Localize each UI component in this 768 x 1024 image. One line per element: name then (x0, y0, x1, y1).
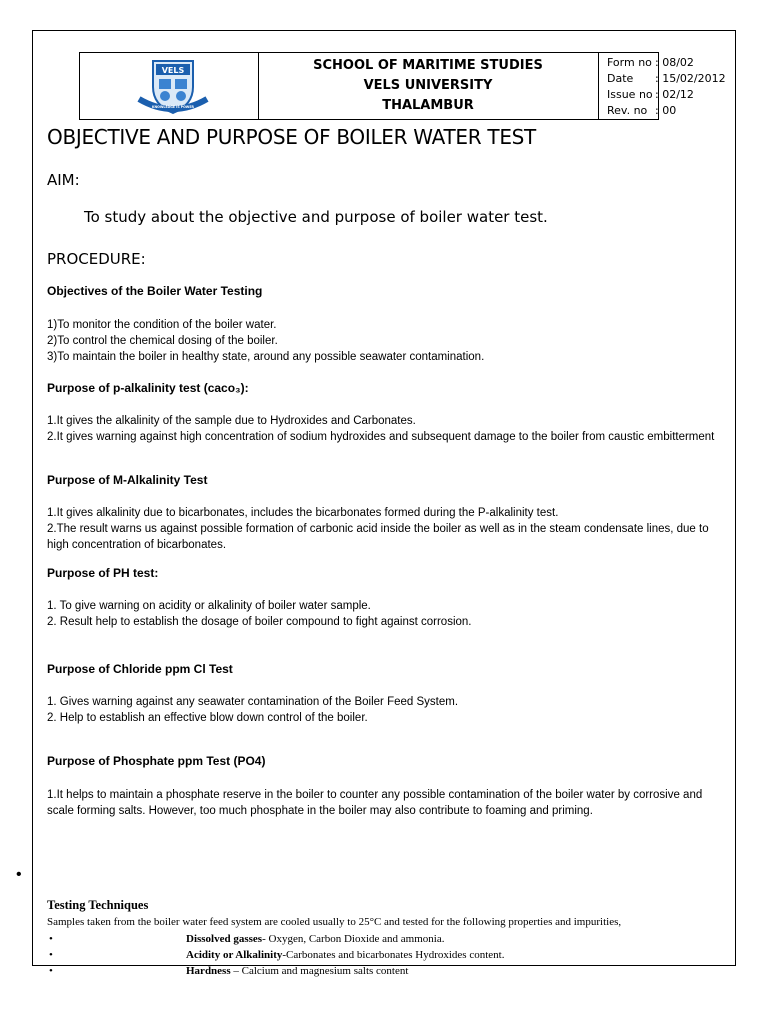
section-body (47, 505, 727, 554)
section-line: 3)To maintain the boiler in healthy state, around any possible seawater contamination. (47, 351, 485, 364)
logo-text: VELS (161, 66, 185, 75)
form-row-value: : 15/02/2012 (655, 72, 726, 85)
list-item-sep: - (282, 949, 287, 961)
campus-name: THALAMBUR (382, 98, 474, 113)
aim-label: AIM: (47, 171, 80, 189)
form-info (600, 53, 726, 119)
procedure-label: PROCEDURE: (47, 250, 146, 268)
list-item (186, 965, 408, 977)
list-item-sep: – (230, 965, 242, 977)
section-body (47, 598, 727, 630)
section-heading: Purpose of PH test: (47, 566, 159, 580)
section-line: 1.It gives alkalinity due to bicarbonates, includes the bicarbonates formed during the P-alkalinity test. (47, 507, 559, 519)
logo-cell (80, 53, 259, 119)
section-body (47, 317, 727, 366)
section-line: 1.It helps to maintain a phosphate reserve in the boiler to counter any possible contamination of the boiler water by corrosive and scale forming salts. However, too much phosphate in the boiler may also contribute to foaming and priming. (47, 789, 703, 818)
section-heading: Purpose of M-Alkalinity Test (47, 473, 208, 487)
list-item-sep: - (262, 933, 269, 945)
list-item-term: Acidity or Alkalinity (186, 949, 283, 961)
section-heading: Purpose of Phosphate ppm Test (PO4) (47, 754, 266, 768)
list-item-text: Calcium and magnesium salts content (241, 965, 409, 977)
form-row (607, 71, 726, 87)
form-row (607, 103, 677, 119)
form-row-value: : 08/02 (655, 56, 694, 69)
stray-bullet: • (16, 866, 22, 883)
form-row-key: Form no (607, 56, 652, 69)
university-name: VELS UNIVERSITY (363, 78, 493, 93)
section-heading: Purpose of Chloride ppm Cl Test (47, 662, 233, 676)
form-row-key: Date (607, 72, 634, 85)
form-row-key: Issue no (607, 88, 653, 101)
section-heading: Objectives of the Boiler Water Testing (47, 284, 263, 298)
list-item (186, 933, 444, 945)
document-title: OBJECTIVE AND PURPOSE OF BOILER WATER TEST (47, 125, 536, 149)
logo-motto: KNOWLEDGE IS POWER (152, 105, 194, 109)
document-header (79, 52, 726, 120)
section-line: 2)To control the chemical dosing of the boiler. (47, 335, 278, 348)
school-info (258, 53, 599, 119)
list-bullet: • (49, 965, 53, 977)
list-item-text: Carbonates and bicarbonates Hydroxides content. (286, 949, 505, 961)
section-line: 1. To give warning on acidity or alkalinity of boiler water sample. (47, 600, 371, 612)
section-line: 1.It gives the alkalinity of the sample due to Hydroxides and Carbonates. (47, 415, 416, 427)
form-row-key: Rev. no (607, 104, 648, 117)
list-item-term: Hardness (186, 965, 231, 977)
section-body (47, 787, 727, 819)
section-body (47, 694, 727, 726)
testing-techniques-title: Testing Techniques (47, 898, 149, 912)
section-line: 1. Gives warning against any seawater contamination of the Boiler Feed System. (47, 696, 459, 708)
page-border (32, 30, 736, 966)
list-item-text: Oxygen, Carbon Dioxide and ammonia. (268, 933, 445, 945)
form-row (607, 87, 694, 103)
form-row-value: : 02/12 (655, 88, 694, 101)
section-body (47, 413, 727, 445)
section-line: 2. Help to establish an effective blow down control of the boiler. (47, 712, 368, 725)
form-row-value: : 00 (655, 104, 677, 117)
aim-text: To study about the objective and purpose of boiler water test. (84, 208, 548, 226)
section-line: 1)To monitor the condition of the boiler water. (47, 319, 277, 331)
section-line: 2.It gives warning against high concentration of sodium hydroxides and subsequent damage to the boiler from caustic embitterment (47, 431, 715, 444)
list-bullet: • (49, 949, 53, 961)
vels-logo-icon (135, 53, 255, 119)
section-heading: Purpose of p-alkalinity test (caco₃): (47, 381, 249, 395)
section-line: 2.The result warns us against possible formation of carbonic acid inside the boiler as well as in the steam condensate lines, due to high concentration of bicarbonates. (47, 523, 709, 552)
form-row (607, 55, 694, 71)
list-item (186, 949, 504, 961)
school-name: SCHOOL OF MARITIME STUDIES (313, 58, 543, 73)
list-item-term: Dissolved gasses (186, 933, 263, 945)
list-bullet: • (49, 933, 53, 945)
section-line: 2. Result help to establish the dosage of boiler compound to fight against corrosion. (47, 616, 472, 629)
testing-intro: Samples taken from the boiler water feed system are cooled usually to 25°C and tested for the following properties and impurities, (47, 916, 622, 928)
